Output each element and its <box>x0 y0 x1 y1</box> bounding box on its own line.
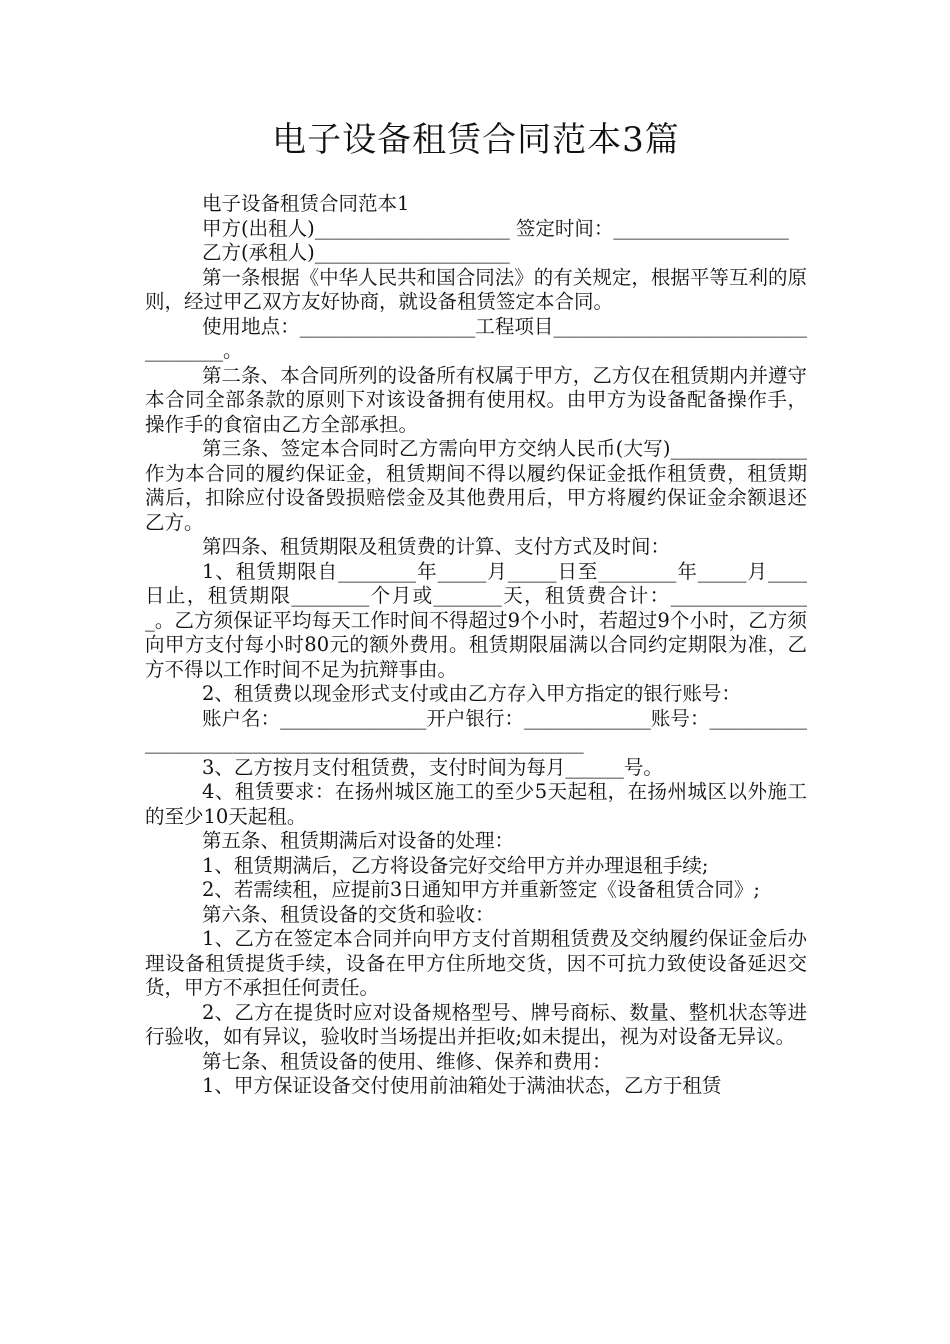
article-5-heading: 第五条、租赁期满后对设备的处理： <box>202 829 515 852</box>
document-body <box>145 192 807 1099</box>
location-line: 使用地点：__________________工程项目__________________________________。 <box>145 314 807 362</box>
article-6-item-2: 2、乙方在提货时应对设备规格型号、牌号商标、数量、整机状态等进行验收，如有异议，验收时当场提出并拒收;如未提出，视为对设备无异议。 <box>145 1000 807 1048</box>
article-5-item-1: 1、租赁期满后，乙方将设备完好交给甲方并办理退租手续; <box>202 853 709 877</box>
article-4-item-2: 2、租赁费以现金形式支付或由乙方存入甲方指定的银行账号： <box>202 682 741 705</box>
article-1: 第一条根据《中华人民共和国合同法》的有关规定，根据平等互利的原则，经过甲乙双方友好协商，就设备租赁签定本合同。 <box>145 265 807 313</box>
article-6-item-1: 1、乙方在签定本合同并向甲方支付首期租赁费及交纳履约保证金后办理设备租赁提货手续，设备在甲方住所地交货，因不可抗力致使设备延迟交货，甲方不承担任何责任。 <box>145 927 807 999</box>
article-7-item-1: 1、甲方保证设备交付使用前油箱处于满油状态，乙方于租赁 <box>202 1074 722 1097</box>
article-5-item-2: 2、若需续租，应提前3日通知甲方并重新签定《设备租赁合同》; <box>202 878 760 901</box>
article-4-item-1: 1、租赁期限自________年_____月_____日至________年_____月____日止，租赁期限________个月或_______天，租赁费合计：_______________。乙方须保证平均每天工作时间不得超过9个小时，若超过9个小时，乙方须向甲方支付每小时80元的额外费用。租赁期限届满以合同约定期限为准，乙方不得以工作时间不足为抗辩事由。 <box>145 559 807 681</box>
party-b-line: 乙方(承租人)____________________ <box>202 241 510 264</box>
article-7-heading: 第七条、租赁设备的使用、维修、保养和费用： <box>202 1049 612 1073</box>
subtitle-contract-1: 电子设备租赁合同范本1 <box>202 192 410 215</box>
article-4-item-3: 3、乙方按月支付租赁费，支付时间为每月______号。 <box>202 755 663 779</box>
document-title: 电子设备租赁合同范本3篇 <box>272 120 680 160</box>
article-4-item-4: 4、租赁要求：在扬州城区施工的至少5天起租，在扬州城区以外施工的至少10天起租。 <box>145 780 807 828</box>
article-3: 第三条、签定本合同时乙方需向甲方交纳人民币(大写)______________作为本合同的履约保证金，租赁期间不得以履约保证金抵作租赁费，租赁期满后，扣除应付设备毁损赔偿金及其他费用后，甲方将履约保证金余额退还乙方。 <box>145 437 807 534</box>
article-4-heading: 第四条、租赁期限及租赁费的计算、支付方式及时间： <box>202 535 671 558</box>
party-a-line: 甲方(出租人)____________________ 签定时间：__________________ <box>202 216 789 240</box>
bank-account-line: 账户名：_______________开户银行：_____________账号：_______________________________________________________ <box>145 706 807 754</box>
article-6-heading: 第六条、租赁设备的交货和验收： <box>202 902 495 926</box>
document-page <box>145 118 807 1099</box>
article-2: 第二条、本合同所列的设备所有权属于甲方，乙方仅在租赁期内并遵守本合同全部条款的原则下对该设备拥有使用权。由甲方为设备配备操作手，操作手的食宿由乙方全部承担。 <box>145 363 807 436</box>
